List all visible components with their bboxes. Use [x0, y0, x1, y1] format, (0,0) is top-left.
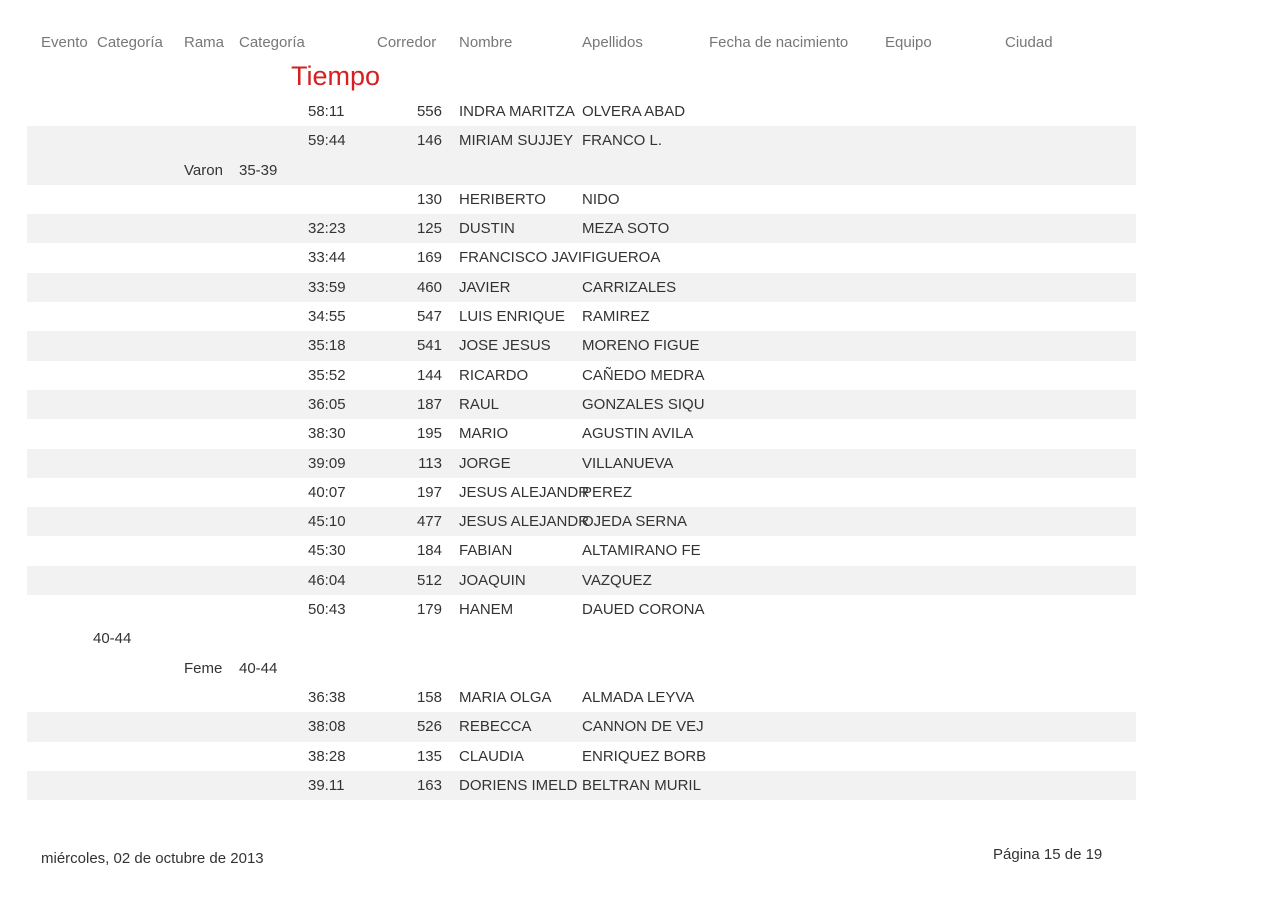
row-apellidos: BELTRAN MURIL [582, 776, 701, 794]
row-tiempo: 50:43 [308, 601, 346, 619]
row-corredor: 197 [416, 483, 442, 501]
row-nombre: JAVIER [459, 278, 511, 296]
row-nombre: MARIO [459, 425, 509, 443]
header-corredor: Corredor [377, 34, 437, 51]
row-tiempo: 33:44 [308, 249, 346, 267]
row-corredor: 135 [416, 747, 442, 765]
row-tiempo: 34:55 [308, 308, 346, 326]
header-nombre: Nombre [459, 34, 513, 51]
row-apellidos: NIDO [582, 190, 620, 208]
row-tiempo: 40:07 [308, 483, 346, 501]
table-row [27, 273, 1136, 302]
table-row [27, 507, 1136, 536]
row-nombre: MIRIAM SUJJEY [459, 132, 574, 150]
table-row [27, 185, 1136, 214]
row-corredor: 169 [416, 249, 442, 267]
row-corredor: 146 [416, 132, 442, 150]
row-apellidos: FIGUEROA [582, 249, 661, 267]
row-corredor: 130 [416, 190, 442, 208]
row-tiempo: 38:30 [308, 425, 346, 443]
row-categoria-2: 40-44 [239, 659, 278, 677]
row-apellidos: CARRIZALES [582, 278, 677, 296]
row-nombre: REBECCA [459, 718, 532, 736]
row-corredor: 195 [416, 425, 442, 443]
table-row [27, 712, 1136, 741]
table-row [27, 419, 1136, 448]
row-nombre: JESUS ALEJANDR [459, 483, 590, 501]
row-tiempo: 32:23 [308, 220, 346, 238]
row-tiempo: 45:30 [308, 542, 346, 560]
table-row [27, 595, 1136, 624]
row-nombre: JORGE [459, 454, 511, 472]
header-fecha-nacimiento: Fecha de nacimiento [709, 34, 849, 51]
row-tiempo: 59:44 [308, 132, 346, 150]
row-apellidos: FRANCO L. [582, 132, 663, 150]
table-row [27, 624, 1136, 653]
row-apellidos: VAZQUEZ [582, 571, 652, 589]
row-nombre: JESUS ALEJANDR [459, 513, 590, 531]
row-apellidos: OJEDA SERNA [582, 513, 688, 531]
table-row [27, 331, 1136, 360]
header-equipo: Equipo [885, 34, 932, 51]
row-tiempo: 35:18 [308, 337, 346, 355]
row-corredor: 547 [416, 308, 442, 326]
row-nombre: RAUL [459, 395, 500, 413]
row-categoria: 40-44 [93, 630, 132, 648]
table-row [27, 243, 1136, 272]
table-row [27, 449, 1136, 478]
row-apellidos: MORENO FIGUE [582, 337, 700, 355]
row-apellidos: DAUED CORONA [582, 601, 705, 619]
table-row [27, 361, 1136, 390]
row-corredor: 158 [416, 688, 442, 706]
row-apellidos: CANNON DE VEJ [582, 718, 704, 736]
table-row [27, 771, 1136, 800]
table-row [27, 156, 1136, 185]
row-nombre: JOSE JESUS [459, 337, 551, 355]
footer-page-number: Página 15 de 19 [993, 846, 1103, 863]
row-apellidos: GONZALES SIQU [582, 395, 705, 413]
row-tiempo: 35:52 [308, 366, 346, 384]
table-row [27, 214, 1136, 243]
row-nombre: DORIENS IMELD [459, 776, 578, 794]
row-corredor: 179 [416, 601, 442, 619]
row-tiempo: 33:59 [308, 278, 346, 296]
row-corredor: 144 [416, 366, 442, 384]
header-ciudad: Ciudad [1005, 34, 1053, 51]
footer-date: miércoles, 02 de octubre de 2013 [41, 850, 264, 867]
row-tiempo: 38:28 [308, 747, 346, 765]
row-corredor: 526 [416, 718, 442, 736]
row-corredor: 460 [416, 278, 442, 296]
row-corredor: 512 [416, 571, 442, 589]
row-apellidos: PEREZ [582, 483, 633, 501]
table-row [27, 97, 1136, 126]
row-rama: Varon [184, 161, 223, 179]
row-nombre: DUSTIN [459, 220, 515, 238]
row-corredor: 541 [416, 337, 442, 355]
row-nombre: HERIBERTO [459, 190, 546, 208]
row-corredor: 187 [416, 395, 442, 413]
table-row [27, 536, 1136, 565]
row-nombre: FABIAN [459, 542, 513, 560]
table-row [27, 654, 1136, 683]
row-corredor: 184 [416, 542, 442, 560]
row-tiempo: 36:05 [308, 395, 346, 413]
row-nombre: HANEM [459, 601, 514, 619]
row-tiempo: 36:38 [308, 688, 346, 706]
row-apellidos: VILLANUEVA [582, 454, 674, 472]
row-corredor: 556 [416, 103, 442, 120]
header-apellidos: Apellidos [582, 34, 643, 51]
header-rama: Rama [184, 34, 225, 51]
row-tiempo: 38:08 [308, 718, 346, 736]
row-corredor: 163 [416, 776, 442, 794]
row-nombre: RICARDO [459, 366, 529, 384]
row-tiempo: 39.11 [308, 776, 345, 794]
row-nombre: LUIS ENRIQUE [459, 308, 565, 326]
row-corredor: 113 [418, 454, 442, 472]
row-corredor: 477 [416, 513, 442, 531]
results-table [27, 97, 1136, 800]
row-nombre: INDRA MARITZA [459, 103, 575, 120]
table-row [27, 302, 1136, 331]
table-row [27, 683, 1136, 712]
row-rama: Feme [184, 659, 223, 677]
table-row [27, 566, 1136, 595]
row-apellidos: OLVERA ABAD [582, 103, 686, 120]
row-tiempo: 39:09 [308, 454, 346, 472]
header-categoria-2: Categoría [239, 34, 305, 51]
row-tiempo: 46:04 [308, 571, 346, 589]
table-row [27, 742, 1136, 771]
row-corredor: 125 [416, 220, 442, 238]
header-evento: Evento [41, 34, 88, 51]
row-apellidos: RAMIREZ [582, 308, 650, 326]
table-row [27, 126, 1136, 155]
row-tiempo: 58:11 [308, 103, 345, 120]
row-nombre: JOAQUIN [459, 571, 526, 589]
table-row [27, 390, 1136, 419]
row-nombre: CLAUDIA [459, 747, 525, 765]
row-tiempo: 45:10 [308, 513, 346, 531]
tiempo-heading: Tiempo [291, 61, 381, 91]
row-apellidos: CAÑEDO MEDRA [582, 366, 705, 384]
header-categoria: Categoría [97, 34, 163, 51]
row-apellidos: AGUSTIN AVILA [582, 425, 694, 443]
row-categoria-2: 35-39 [239, 161, 278, 179]
row-apellidos: ALTAMIRANO FE [582, 542, 701, 560]
row-apellidos: MEZA SOTO [582, 220, 670, 238]
row-nombre: MARIA OLGA [459, 688, 552, 706]
row-nombre: FRANCISCO JAVI [459, 249, 583, 267]
row-apellidos: ENRIQUEZ BORB [582, 747, 707, 765]
table-row [27, 478, 1136, 507]
row-apellidos: ALMADA LEYVA [582, 688, 695, 706]
